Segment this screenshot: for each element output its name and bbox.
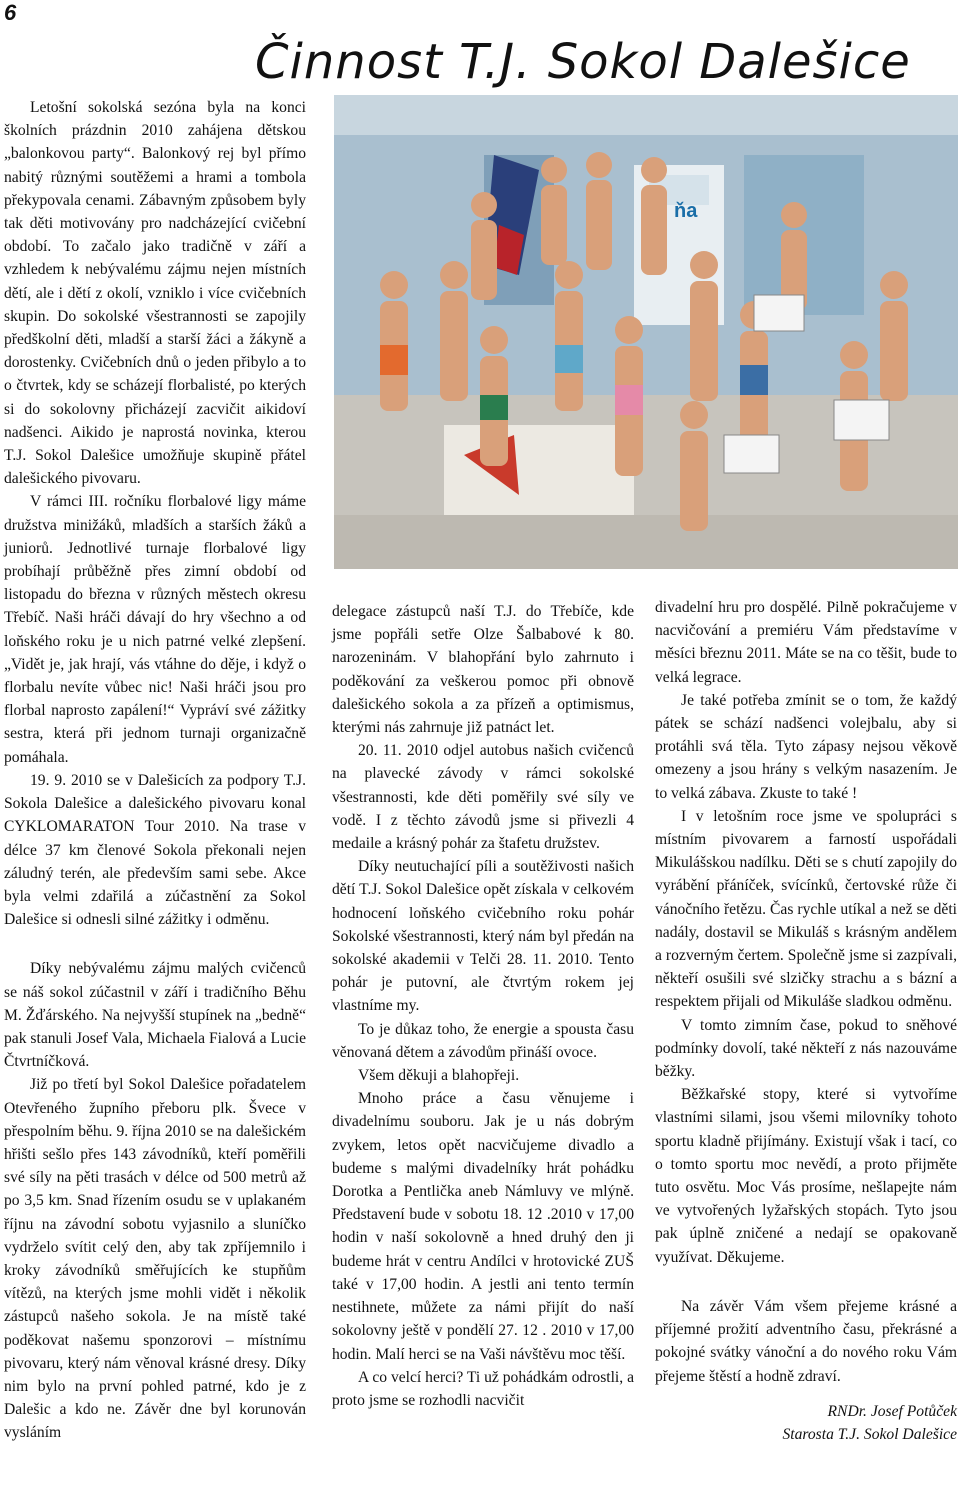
paragraph: Díky neutuchající píli a soutěživosti našich dětí T.J. Sokol Dalešice opět získala v celkovém hodnocení loňského cvičebního roku pohár Sokolské všestrannosti, který nám byl předán na sokolské akademii v Telči 28. 11. 2010. Tento pohár je putovní, ale čtvrtým rokem jej vlastníme my.	[332, 858, 634, 1015]
paragraph: Běžkařské stopy, které si vytvoříme vlastními silami, jsou všemi milovníky tohoto sportu kladně přijímány. Existují však i tací, co o tomto sportu moc nevědí, a proto přijměte tuto osvětu. Moc Vás prosíme, nešlapejte nám ve vytvořených lyžařských stopách. Tyto jsou pak úplně zničené a nedají se opakovaně využívat. Děkujeme.	[655, 1086, 957, 1266]
paragraph: 20. 11. 2010 odjel autobus našich cvičenců na plavecké závody v rámci sokolské všestrannosti, kde děti poměřily své síly ve vodě. I z těchto závodů jsme si přivezli 4 medaile a krásný pohár za štafetu družstev.	[332, 742, 634, 853]
paragraph: A co velcí herci? Ti už pohádkám odrostli, a proto jsme se rozhodli nacvičit	[332, 1368, 634, 1409]
group-photo-icon	[334, 95, 958, 569]
paragraph: Mnoho práce a času věnujeme i divadelnímu souboru. Jak je u nás dobrým zvykem, letos opět nacvičujeme divadlo a budeme s malými divadelníky hrát pohádku Dorotka a Pentlička aneb Námluvy ve mlýně. Představení bude v sobotu 18. 12 .2010 v 17,00 hodin v naší sokolovně a hned druhý den ji budeme hrát v centru Andílci v hrotovické ZUŠ také v 17,00 hodin. A jestli ani tento termín nestihnete, můžete za námi přijít do naší sokolovny ještě v pondělí 27. 12 . 2010 v 17,00 hodin. Malí herci se na Vaši návštěvu moc těší.	[332, 1090, 634, 1363]
paragraph: To je důkaz toho, že energie a spousta času věnovaná dětem a závodům přináší ovoce.	[332, 1020, 634, 1061]
signature-role: Starosta T.J. Sokol Dalešice	[782, 1425, 957, 1443]
group-photo	[334, 95, 958, 569]
paragraph: Již po třetí byl Sokol Dalešice pořadatelem Otevřeného župního přeboru plk. Švece v přespolním běhu. 9. října 2010 se na dalešickém hřišti sešlo přes 143 závodníků, kteří poměřili své síly na pěti trasách v délce od 500 metrů až po 3,5 km. Snad řízením osudu se v uplakaném říjnu na závodní sobotu vyjasnilo a sluníčko vydrželo svítit celý den, aby tak zpříjemnilo i kroky závodníků směřujících ke stupňům vítězů, na kterých jsme mohli vidět i několik zástupců našeho sokola. Je na místě také poděkovat našemu sponzorovi – místnímu pivovaru, který nám věnoval krásné dresy. Díky nim bylo na první pohled patrné, kdo je z Dalešic a kdo ne. Závěr dne byl korunován vysláním	[4, 1076, 306, 1442]
paragraph: Je také potřeba zmínit se o tom, že každý pátek se schází nadšenci volejbalu, aby si protáhli svá těla. Tyto zápasy nejsou věkově omezeny a jsou hrány s velkým nasazením. Je to velká zábava. Zkuste to také !	[655, 691, 957, 802]
paragraph: Letošní sokolská sezóna byla na konci školních prázdnin 2010 zahájena dětskou „balonkovou party“. Balonkový rej byl přímo nabitý různými soutěžemi a hrami a tombola překypovala cenami. Zábavným způsobem byly tak děti motivovány pro nadcházející cvičební období. To začalo jako tradičně v září a vzhledem k nebývalému zájmu nejen místních dětí, ale i dětí z okolí, vzniklo i více cvičebních skupin. Do sokolské všestrannosti se zapojily předškolní děti, mladší a starší žáci a žákyně a dorostenky. Cvičebních dnů o jeden přibylo a to o čtvrtek, kdy se scházejí florbalisté, po kterých si do sokolovny přicházejí zacvičit aikidoví nadšenci. Aikido je naprostá novinka, kterou T.J. Sokol Dalešice umožňuje skupině přátel dalešického pivovaru.	[4, 99, 306, 488]
paragraph: V rámci III. ročníku florbalové ligy máme družstva minižáků, mladších a starších žáků a juniorů. Jednotlivé turnaje florbalové ligy probíhají průběžně přes zimní období od listopadu do března v různých městech okresu Třebíč. Naši hráči dávají do hry všechno a od loňského roku je u nich patrné velké zlepšení. „Vidět je, jak hrají, vás vtáhne do děje, i když o florbalu nevíte vůbec nic! Naši hráči jsou pro florbal naprosto zapálení!“ Vypráví své zážitky sestra, která při jednom turnaji organizačně pomáhala.	[4, 493, 306, 766]
paragraph: Všem děkuji a blahopřeji.	[358, 1067, 520, 1085]
paragraph: divadelní hru pro dospělé. Pilně pokračujeme v nacvičování a premiéru Vám představíme v měsíci březnu 2011. Máte se na co těšit, bude to velká legrace.	[655, 599, 957, 686]
paragraph: Na závěr Vám všem přejeme krásné a příjemné prožití adventního času, překrásné a pokojné svátky vánoční a do nového roku Vám přejeme štěstí a hodně zdraví.	[655, 1297, 957, 1385]
page-title: Činnost T.J. Sokol Dalešice	[255, 34, 911, 90]
page-number: 6	[4, 0, 17, 25]
paragraph: 19. 9. 2010 se v Dalešicích za podpory T.J. Sokola Dalešice a dalešického pivovaru konal CYKLOMARATON Tour 2010. Na trase v délce 37 km členové Sokola překonali nejen záludný terén, ale především sami sebe. Akce byla velmi zdařilá a zúčastnění za Sokol Dalešice si odnesli silné zážitky i odměnu.	[4, 771, 306, 929]
paragraph: Díky nebývalému zájmu malých cvičenců se náš sokol zúčastnil v září i tradičního Běhu M. Žďárského. Na nejvyšší stupínek na „bedně“ pak stanuli Josef Vala, Michaela Fialová a Lucie Čtvrtníčková.	[4, 960, 306, 1071]
paragraph: delegace zástupců naší T.J. do Třebíče, kde jsme popřáli setře Olze Šalbabové k 80. narozeninám. V blahopřání bylo zahrnuto i poděkování za veškerou pomoc při obnově dalešického sokola a za přízeň a optimismus, kterými nás zahrnuje již patnáct let.	[332, 603, 634, 737]
column-left	[4, 96, 306, 1445]
column-right	[655, 596, 957, 1446]
banner-text: ňa	[674, 200, 698, 222]
signature-name: RNDr. Josef Potůček	[827, 1402, 957, 1420]
column-middle	[332, 600, 634, 1412]
paragraph: V tomto zimním čase, pokud to sněhové podmínky dovolí, také někteří z nás nazouváme běžky.	[655, 1016, 957, 1081]
paragraph: I v letošním roce jsme ve spolupráci s místním pivovarem a farností uspořádali Mikulášskou nadílku. Děti se s chutí zapojily do vyrábění přáníček, svícínků, čertovské růže či vánočního řetězu. Čas rychle utíkal a než se děti nadály, dostavil se Mikuláš s krásným andělem a rozverným čertem. Společně jsme si zazpívali, někteří osušili své slzičky strachu a s bázní a respektem přijali od Mikuláše sladkou odměnu.	[655, 807, 957, 1011]
